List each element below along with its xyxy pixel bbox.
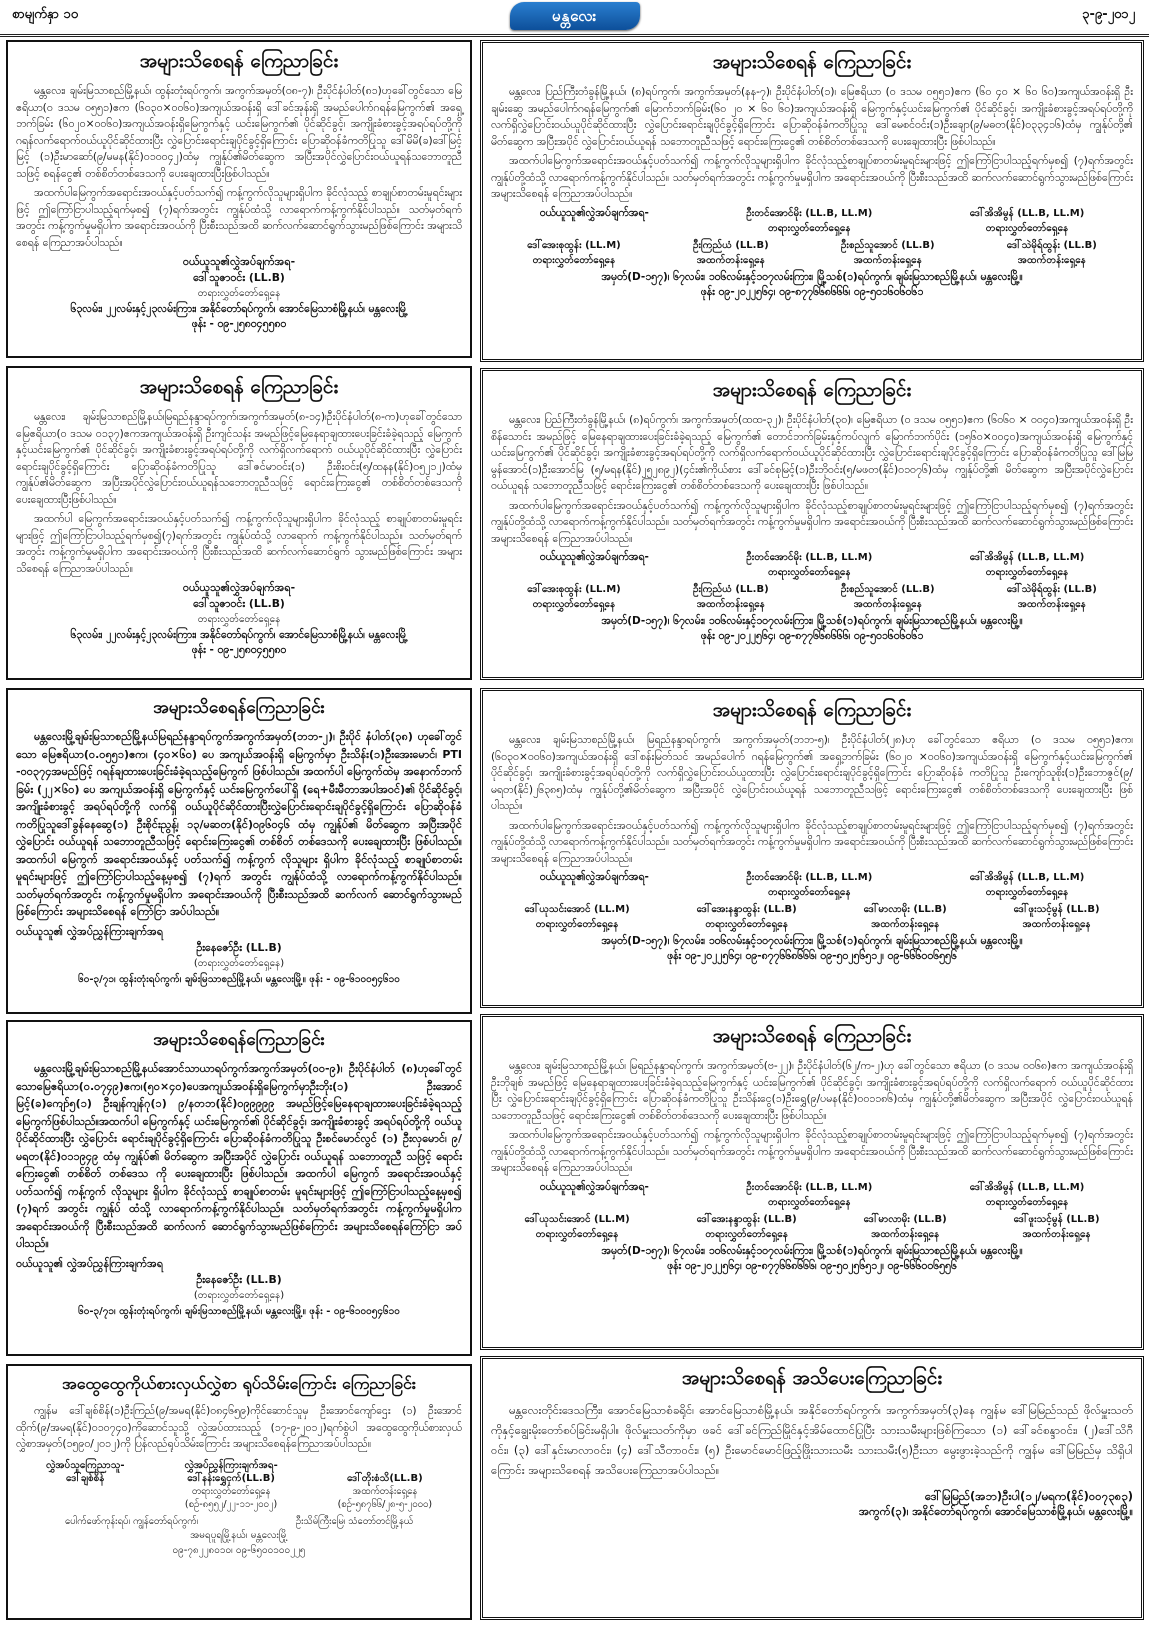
lawyer-name: ဒေါ်အေးနန္ဒာထွန်း (LL.B)	[696, 904, 797, 915]
lawyer-role: အထက်တန်းရှေ့နေ	[1017, 254, 1086, 266]
phone: ဖုန်း ၀၉-၂၀၂၂၅၆၄၊ ၀၉-၈၇၇၆၆၈၆၆၆၊ ၀၉-၅၀၂၅၆၅၁၂၊ ၀၉-၆၆၆၀၀၆၅၅၆	[667, 1259, 957, 1272]
notice-paragraph: မန္တလေးမြို့ချမ်းမြသာစည်မြို့နယ်အောင်သာယာရပ်ကွက်အကွက်အမှတ်(၀၀-၉)၊ ဦးပိုင်နံပါတ် (၈)ဟုခေါ်တွင်သောမြေဧရိယာ(၀.၀၇၄၉)ဧက၊(၅၀×၄၀)ပေအကျယ်အဝန်းရှိမြေကွက်မှာဦးဘိုး(၁) ဦးအောင်မြင့်(ခ)ကျော်၅(၁) ဦးချန်ကျန်ဂု(၁) ၉/နတဘ(နိုင်)၀၉၉၉၉၉ အမည်ဖြင့်မြေနေရာချထားပေးခြင်းခံခဲ့ရသည့်မြေကွက်ဖြစ်ပါသည်။အထက်ပါ မြေကွက်နှင့် ယင်းမြေကွက်၏ ပိုင်ဆိုင်ခွင့်၊ အကျိုးခံစားခွင့် အရပ်ရပ်တို့ကို ဝယ်ယူပိုင်ဆိုင်ထားပြီး လွှဲပြောင်း ရောင်းချပိုင်ခွင့်ရှိကြောင်း ပြောဆိုဝန်ခံကတိပြုသူ ဦးစင်မောင်လွင် (၁) ဦးလှမောင်၊ ၉/မရတ(နိုင်)၀၁၁၉၄၉ ထံမှ ကျွန်ုပ်၏ မိတ်ဆွေက အပြီးအပိုင် လွှဲပြောင်း ဝယ်ယူရန် သဘောတူညီ သဖြင့် ရောင်းကြေးငွေ၏ တစ်စိတ် တစ်ဒေသ ကို ပေးချေထားပြီး ဖြစ်ပါသည်။ အထက်ပါ မြေကွက် အရောင်းအဝယ်နှင့် ပတ်သက်၍ ကန့်ကွက် လိုသူများ ရှိပါက ခိုင်လုံသည့် စာချုပ်စာတမ်း မူရင်းများဖြင့် ဤကြော်ငြာပါသည့်နေ့မှစ၍ (၇)ရက် အတွင်း ကျွန်ုပ် ထံသို့ လာရောက်ကန့်ကွက်နိုင်ပါသည်။ သတ်မှတ်ရက်အတွင်း ကန့်ကွက်မှုမရှိပါက အရောင်းအဝယ်ကို ပြီးစီးသည်အထိ ဆက်လက် ဆောင်ရွက်သွားမည်ဖြစ်ကြောင်း အများသိစေရန်ကြော်ငြာ အပ်ပါသည်။	[16, 1062, 462, 1250]
signature-lead: ဝယ်ယူသူ၏လွှဲအပ်ချက်အရ-	[182, 581, 296, 594]
phone: ၀၉-၇၈၂၂၈၀၁၀၊ ၀၉-၆၅၀၀၁၀၀၂၂၅	[172, 1544, 306, 1556]
lawyer-role: တရားလွှတ်တော်ရှေ့နေ	[768, 1196, 851, 1208]
lawyer-role: အထက်တန်းရှေ့နေ	[871, 1228, 940, 1240]
registration-number: (စဉ်-၅၈၇၆၆/၂၈-၅-၂၀၀၀)	[337, 1498, 433, 1510]
page-header	[0, 0, 1149, 37]
signature-block	[16, 580, 462, 628]
lawyer-row	[491, 206, 1133, 236]
signature-lead: ဝယ်ယူသူ၏လွှဲအပ်ချက်အရ-	[539, 1180, 649, 1193]
lawyer-name: ဒေါ်သဲမိုရ်ထွန်း (LL.B)	[1006, 239, 1097, 251]
lawyer-row	[491, 1212, 1133, 1242]
lawyer-row	[491, 1180, 1133, 1210]
lawyer-role: တရားလွှတ်တော်ရှေ့နေ	[532, 599, 616, 610]
notice-paragraph: မန္တလေး၊ ချမ်းမြသာစည်မြို့နယ်၊ မြရည်နန္ဒာရပ်ကွက်၊ အကွက်အမှတ်(ဗ-၂၂)၊ ဦးပိုင်နံပါတ်(၆၂/က-၂)ဟု ခေါ်တွင်သော ဧရိယာ (၀ ဒသမ ၀၀၆၈)ဧက အကျယ်အဝန်းရှိ ဦးဘိုချစ် အမည်ဖြင့် မြေနေရာချထားပေးခြင်းခံခဲ့ရသည့်မြေကွက်နှင့် ယင်းမြေကွက်၏ ပိုင်ဆိုင်ခွင့်၊ အကျိုးခံစားခွင့်အရပ်ရပ်တို့ကို လက်ရှိလက်ရောက် ဝယ်ယူပိုင်ဆိုင်ထားပြီး လွှဲပြောင်းရောင်းချပိုင်ခွင့်ရှိကြောင်း ပြောဆိုဝန်ခံကတိပြုသူ ဦးသိန်းငွေ(၁)ဦးရွှေ(၉/ပမန(နိုင်)၀၀၁၁၈၆)ထံမှ ကျွန်ုပ်တို့၏မိတ်ဆွေက အပြီးအပိုင် လွှဲပြောင်းဝယ်ယူရန် သဘောတူညီသဖြင့် ရောင်းကြေးငွေ၏ တစ်စိတ်တစ်ဒေသကို ပေးချေထားပြီး ဖြစ်ပါသည်။	[491, 1060, 1133, 1122]
lawyer-name: ဒေါ်အေးစုထွန်း (LL.M)	[527, 239, 621, 251]
lawyer-name: ဒေါ်တိုးစံသိ(LL.B)	[347, 1472, 423, 1484]
lawyer-name: ဦးနေဇော်ဦး (LL.B)	[196, 1272, 282, 1286]
phone: ဖုန်း ၀၉-၂၀၂၂၅၆၄၊ ၀၉-၈၇၇၆၆၈၆၆၆၊ ၀၉-၅၀၂၅၆၅၁၂၊ ၀၉-၆၆၆၀၀၆၅၅၆	[667, 950, 957, 962]
address: ၆၃လမ်း၊ ၂၂လမ်းနှင့်၂၃လမ်းကြား၊ အနိုင်တော်ရပ်ကွက်၊ အောင်မြေသာစံမြို့နယ်၊ မန္တလေးမြို့	[70, 303, 408, 315]
lawyer-role: အထက်တန်းရှေ့နေ	[696, 599, 765, 610]
notice-left-4	[6, 1020, 472, 1356]
lawyer-role: တရားလွှတ်တော်ရှေ့နေ	[197, 288, 281, 299]
notice-left-5	[6, 1364, 472, 1620]
notice-paragraph: အထက်ပါမြေကွက်အရောင်းအဝယ်နှင့်ပတ်သက်၍ ကန့်ကွက်လိုသူများရှိပါက ခိုင်လုံသည့်စာချုပ်စာတမ်းမူရင်းများဖြင့် ဤကြော်ငြာပါသည့်ရက်မှစ၍ (၇)ရက်အတွင်း ကျွန်ုပ်တို့ထံသို့ လာရောက်ကန့်ကွက်နိုင်ပါသည်။ သတ်မှတ်ရက်အတွင်း ကန့်ကွက်မှုမရှိပါက အရောင်းအဝယ်ကို ပြီးစီးသည်အထိ ဆက်လက်ဆောင်ရွက်သွားမည်ဖြစ်ကြောင်း အများသိစေရန် ကြေညာအပ်ပါသည်။	[491, 155, 1133, 200]
signature-block	[16, 1256, 462, 1304]
phone: ဖုန်း - ၀၉-၂၅၈၀၄၅၅၈၀	[191, 644, 287, 656]
lawyer-role: တရားလွှတ်တော်ရှေ့နေ	[705, 919, 788, 930]
lawyer-name: ဦးကြည်ယံ (LL.B)	[692, 239, 769, 251]
lawyer-name: ဦးကြည်ယံ (LL.B)	[692, 584, 769, 595]
notice-title: အများသိစေရန် ကြေညာခြင်း	[712, 699, 912, 721]
phone: ဖုန်း ၀၉-၂၀၂၂၅၆၄၊ ၀၉-၈၇၇၆၆၈၆၆၆၊ ၀၉-၅၀၁၆၀၆၀၆၁	[700, 285, 924, 298]
lawyer-name: ဒေါ်အိအိမွန် (LL.B, LL.M)	[969, 872, 1085, 883]
address: အမှတ်(D-၁၅၇)၊ ၆၇လမ်း၊ ၁၀၆လမ်းနှင့်၁၀၇လမ်းကြား၊ မြို့သစ်(၁)ရပ်ကွက်၊ ချမ်းမြသာစည်မြို့နယ်၊ မန္တလေးမြို့။	[601, 935, 1023, 947]
notice-paragraph: အထက်ပါမြေကွက်အရောင်းအဝယ်နှင့်ပတ်သက်၍ ကန့်ကွက်လိုသူများရှိပါက ခိုင်လုံသည့် စာချုပ်စာတမ်းမူရင်းများဖြင့် ဤကြော်ငြာပါသည့်ရက်မှစ၍ (၇)ရက်အတွင်း ကျွန်ုပ်ထံသို့ လာရောက်ကန့်ကွက်နိုင်ပါသည်။ သတ်မှတ်ရက်အတွင်း ကန့်ကွက်မှုမရှိပါက အရောင်းအဝယ်ကို ပြီးစီးသည်အထိ ဆက်လက်ဆောင်ရွက်သွားမည်ဖြစ်ကြောင်း အများသိစေရန် ကြေညာအပ်ပါသည်။	[16, 187, 462, 249]
notice-paragraph: အထက်ပါမြေကွက်အရောင်းအဝယ်နှင့်ပတ်သက်၍ ကန့်ကွက်လိုသူများရှိပါက ခိုင်လုံသည့်စာချုပ်စာတမ်းမူရင်းများဖြင့် ဤကြော်ငြာပါသည့်ရက်မှစ၍ (၇)ရက်အတွင်း ကျွန်ုပ်တို့ထံသို့ လာရောက်ကန့်ကွက်နိုင်ပါသည်။ သတ်မှတ်ရက်အတွင်း ကန့်ကွက်မှုမရှိပါက အရောင်းအဝယ်ကို ပြီးစီးသည်အထိ ဆက်လက်ဆောင်ရွက်သွားမည်ဖြစ်ကြောင်း အများသိစေရန် ကြေညာအပ်ပါသည်။	[491, 499, 1133, 545]
signature-row	[16, 1459, 462, 1511]
address: ၆၀-၃/၇၁၊ ထွန်းတုံးရပ်ကွက်၊ ချမ်းမြသာစည်မြို့နယ်၊ မန္တလေးမြို့။ ဖုန်း - ၀၉-၆၁၀၀၅၄၆၁၀	[78, 1305, 400, 1317]
notice-title: အထွေထွေကိုယ်စားလှယ်လွှဲစာ ရုပ်သိမ်းကြောင်း ကြေညာခြင်း	[62, 1374, 416, 1393]
lawyer-name: ဦးတင်အောင်မိုး (LL.B, LL.M)	[746, 207, 873, 219]
signature-lead: ဝယ်ယူသူ၏လွှဲအပ်ချက်အရ-	[539, 206, 649, 219]
lawyer-row	[491, 550, 1133, 580]
notice-paragraph: အထက်ပါမြေကွက်အရောင်းအဝယ်နှင့်ပတ်သက်၍ ကန့်ကွက်လိုသူများရှိပါက ခိုင်လုံသည့်စာချုပ်စာတမ်းမူရင်းများဖြင့် ဤကြော်ငြာပါသည့်ရက်မှစ၍ (၇)ရက်အတွင်း ကျွန်ုပ်တို့ထံသို့ လာရောက်ကန့်ကွက်နိုင်ပါသည်။ သတ်မှတ်ရက်အတွင်း ကန့်ကွက်မှုမရှိပါက အရောင်းအဝယ်ကို ပြီးစီးသည်အထိ ဆက်လက်ဆောင်ရွက်သွားမည်ဖြစ်ကြောင်း အများသိစေရန် ကြေညာအပ်ပါသည်။	[491, 819, 1133, 865]
lawyer-role: အထက်တန်းရှေ့နေ	[352, 1485, 418, 1497]
lawyer-role: အထက်တန်းရှေ့နေ	[1022, 919, 1091, 930]
lawyer-role: (တရားလွှတ်တော်ရှေ့နေ)	[193, 1289, 285, 1301]
address: အမှတ်(D-၁၅၇)၊ ၆၇လမ်း၊ ၁၀၆လမ်းနှင့်၁၀၇လမ်းကြား၊ မြို့သစ်(၁)ရပ်ကွက်၊ ချမ်းမြသာစည်မြို့နယ်၊ မန္တလေးမြို့။	[601, 615, 1023, 627]
lawyer-name: ဦးတင်အောင်မိုး (LL.B, LL.M)	[746, 552, 873, 563]
lawyer-name: ဒေါ်ယုသင်းအောင် (LL.M)	[524, 904, 630, 915]
address: အမရပူရမြို့နယ်၊ မန္တလေးမြို့	[190, 1529, 288, 1541]
lawyer-row	[491, 582, 1133, 612]
lawyer-role: အထက်တန်းရှေ့နေ	[853, 599, 922, 610]
lawyer-name: ဒေါ်အေးနန္ဒာထွန်း (LL.B)	[696, 1213, 797, 1225]
lawyer-name: ဒေါ်အိအိမွန် (LL.B, LL.M)	[969, 207, 1085, 219]
lawyer-name: ဦးစည်သူအောင် (LL.B)	[840, 584, 935, 595]
phone: ဖုန်း - ၀၉-၂၅၈၀၄၅၅၈၀	[191, 318, 287, 330]
lawyer-name: ဦးစည်သူအောင် (LL.B)	[840, 239, 935, 251]
notice-right-2	[480, 368, 1144, 680]
lawyer-name: ဒေါ်မာလာမိုး (LL.B)	[863, 1213, 947, 1225]
notice-title: အများသိစေရန် ကြေညာခြင်း	[712, 379, 912, 401]
notice-paragraph: မန္တလေးတိုင်းဒေသကြီး၊ အောင်မြေသာစံခရိုင်၊ အောင်မြေသာစံမြို့နယ်၊ အနိုင်တော်ရပ်ကွက်၊ အကွက်အမှတ်(၃)နေ ကျွန်မ ဒေါ်မြမြည်သည် ဖိုလ်မှူးသတ်ကိုနှင့်ချွေးမိုးတော်စပ်ခြင်းမရှိပါ။ ဖိုလ်မှူးသတ်ကိုမှာ ဖခင် ဒေါ်ခင်ကြည်မြိုင်နှင့်အိမ်ထောင်ပြုပြီး သားသမီးများဖြစ်ကြသော (၁) ဒေါ်ခင်စန္ဒာဝင်း၊ (၂)ဒေါ်သိဂီဝင်း၊ (၃) ဒေါ်နှင်းမာလာဝင်း၊ (၄) ဒေါ်သီတာဝင်း၊ (၅) ဦးမောင်မောင်ဖြည့်ဖြိုးသားသမီး သားသမီး(၅)ဦးသာ မွေးဖွားခဲ့သည်ကို ကျွန်မ ဒေါ်မြမြည်မှ သိရှိပါကြောင်း အများသိစေရန် အသိပေးကြေညာအပ်ပါသည်။	[491, 1403, 1133, 1477]
lawyer-name: ဦးတင်အောင်မိုး (LL.B, LL.M)	[746, 872, 873, 883]
lawyer-role: အထက်တန်းရှေ့နေ	[871, 919, 940, 930]
signature-lead: ဝယ်ယူသူ၏လွှဲအပ်ချက်အရ-	[182, 255, 296, 268]
address: ၆၀-၃/၇၁၊ ထွန်းတုံးရပ်ကွက်၊ ချမ်းမြသာစည်မြို့နယ်၊ မန္တလေးမြို့။ ဖုန်း - ၀၉-၆၁၀၀၅၄၆၁၀	[78, 973, 400, 985]
notice-right-4	[480, 1014, 1144, 1350]
signature-block	[16, 924, 462, 972]
lawyer-name: ဒေါ်အိအိမွန် (LL.B, LL.M)	[969, 552, 1085, 563]
lawyer-name: ဒေါ်အိအိမွန် (LL.B, LL.M)	[969, 1181, 1085, 1193]
notice-paragraph: အထက်ပါ မြေကွက်အရောင်းအဝယ်နှင့်ပတ်သက်၍ ကန့်ကွက်လိုသူများရှိပါက ခိုင်လုံသည့် စာချုပ်စာတမ်းမူရင်းများဖြင့် ဤကြော်ငြာပါသည့်ရက်မှစ၍(၇)ရက်အတွင်း ကျွန်ုပ်ထံသို့ လာရောက် ကန့်ကွက်နိုင်ပါသည်။ သတ်မှတ်ရက်အတွင်း ကန့်ကွက်မှုမရှိပါက အရောင်းအဝယ်ကို ပြီးစီးသည်အထိ ဆက်လက်ဆောင်ရွက် သွားမည်ဖြစ်ကြောင်း အများသိစေရန် ကြေညာအပ်ပါသည်။	[16, 513, 462, 575]
lawyer-name: ဒေါ်ဖူးသင့်မွန် (LL.B)	[1013, 904, 1100, 915]
notice-title: အများသိစေရန် ကြေညာခြင်း	[139, 376, 339, 398]
notice-title: အများသိစေရန်ကြေညာခြင်း	[153, 698, 325, 718]
notice-paragraph: မန္တလေးမြို့ချမ်းမြသာစည်မြို့နယ်မြရည်နန္ဒာရပ်ကွက်အကွက်အမှတ်(ဘဘ-၂)၊ ဦးပိုင် နံပါတ်(၃၈) ဟုခေါ်တွင်သော မြေဧရိယာ(၀.၀၅၅၁)ဧက၊ (၄၀×၆၀) ပေ အကျယ်အဝန်းရှိ မြေကွက်မှာ ဦးသိန်း(၁)ဦးအေးမောင်၊ PTI -၀၀၃၇၄အမည်ဖြင့် ဂရန်ချထားပေးခြင်းခံခဲ့ရသည့်မြေကွက် ဖြစ်ပါသည်။ အထက်ပါ မြေကွက်ထဲမှ အနောက်ဘက်ခြမ်း (၂၂×၆၀) ပေ အကျယ်အဝန်းရှိ မြေကွက်နှင့် ယင်းမြေကွက်ပေါ်ရှိ (ရေ+မီးမီတာအပါအဝင်)၏ ပိုင်ဆိုင်ခွင့်၊ အကျိုးခံစားခွင့် အရပ်ရပ်တို့ကို လက်ရှိ ဝယ်ယူပိုင်ဆိုင်ထားပြီးလွှဲပြောင်းရောင်းချပိုင်ခွင့်ရှိကြောင်း ပြောဆိုဝန်ခံကတိပြုသူဒေါ်ခွန်နေဆွေ(၁) ဦးစိုင်းညွန့်၊ ၁၃/မဆတ(နိုင်)၀၉၆၀၄၆ ထံမှ ကျွန်ုပ်၏ မိတ်ဆွေက အပြီးအပိုင် လွှဲပြောင်း ဝယ်ယူရန် သဘောတူညီသဖြင့် ရောင်းကြေးငွေ၏ တစ်စိတ် တစ်ဒေသကို ပေးချေထားပြီး ဖြစ်ပါသည်။ အထက်ပါ မြေကွက် အရောင်းအဝယ်နှင့် ပတ်သက်၍ ကန့်ကွက် လိုသူများ ရှိပါက ခိုင်လုံသည့် စာချုပ်စာတမ်း မူရင်းများဖြင့် ဤကြော်ငြာပါသည့်နေ့မှစ၍ (၇)ရက် အတွင်း ကျွန်ုပ်ထံသို့ လာရောက်ကန့်ကွက်နိုင်ပါသည်။ သတ်မှတ်ရက်အတွင်း ကန့်ကွက်မှုမရှိပါက အရောင်းအဝယ်ကို ပြီးစီးသည်အထိ ဆက်လက် ဆောင်ရွက်သွားမည်ဖြစ်ကြောင်း အများသိစေရန် ကြော်ငြာ အပ်ပါသည်။	[16, 730, 462, 918]
notice-title: အများသိစေရန် ကြေညာခြင်း	[712, 1025, 912, 1047]
signature-lead: ဝယ်ယူသူ၏ လွှဲအပ်ညွှန်ကြားချက်အရ	[16, 924, 164, 938]
notice-paragraph: မန္တလေး၊ ပြည်ကြီးတံခွန်မြို့နယ်၊ (၈)ရပ်ကွက်၊ အကွက်အမှတ်(ထထ-၃၂)၊ ဦးပိုင်နံပါတ်(၃၀)၊ မြေဧရိယာ (၀ ဒသမ ၀၅၅၁)ဧက (၆၀၆၀ × ၀၀၄၀)အကျယ်အဝန်းရှိ ဦးစိန်သောင်း အမည်ဖြင့် မြေနေရာချထားပေးခြင်းခံခဲ့ရသည့် မြေကွက်၏ တောင်ဘက်ခြမ်းနှင့်ကပ်လျက် မြောက်ဘက်ပိုင်း (၁၅၆၀×၀၀၄၀)အကျယ်အဝန်းရှိ မြေကွက်နှင့်ယင်းမြေကွက်၏ ပိုင်ဆိုင်ခွင့်၊ အကျိုးခံစားခွင့်အရပ်ရပ်တို့ကို လက်ရှိလက်ရောက်ဝယ်ယူပိုင်ဆိုင်ထားပြီး လွှဲပြောင်းရောင်းချပိုင်ခွင့်ရှိကြောင်း ပြောဆိုဝန်ခံကတိပြုသူ ဒေါ်မြမြမွန်အောင်(၁)ဦးအောင်မြ (၅/မရန(နိုင်)၂၅၂၈၉၂)(၄င်း၏ကိုယ်စား ဒေါ်ခင်စုမြင့်(၁)ဦးဘိုဝင်း(၅/မဖတ(နိုင်)၀၁၀၇၆)ထံမှ ကျွန်ုပ်တို့၏ မိတ်ဆွေက အပြီးအပိုင်လွှဲပြောင်းဝယ်ယူရန် သဘောတူညီသဖြင့် ရောင်းကြေးငွေ၏ တစ်စိတ်တစ်ဒေသကို ပေးချေထားပြီး ဖြစ်ပါသည်။	[491, 414, 1133, 492]
lawyer-name: ဒေါ်သဲမိုရ်ထွန်း (LL.B)	[1006, 584, 1097, 595]
lawyer-role: အထက်တန်းရှေ့နေ	[1022, 1228, 1091, 1240]
notice-right-5	[480, 1356, 1144, 1620]
issue-date: ၃-၉-၂၀၁၂	[1082, 7, 1135, 22]
lawyer-name: ဒေါ်မာလာမိုး (LL.B)	[863, 904, 947, 915]
lawyer-role: တရားလွှတ်တော်ရှေ့နေ	[197, 614, 281, 625]
lawyer-role: တရားလွှတ်တော်ရှေ့နေ	[985, 887, 1069, 898]
lawyer-row	[491, 902, 1133, 932]
lawyer-role: တရားလွှတ်တော်ရှေ့နေ	[535, 919, 619, 930]
lawyer-name: ဒေါ်သူဇာဝင်း (LL.B)	[193, 597, 285, 610]
lawyer-role: တရားလွှတ်တော်ရှေ့နေ	[768, 567, 851, 578]
lawyer-role: တရားလွှတ်တော်ရှေ့နေ	[985, 222, 1069, 234]
signature-lead: လွှဲအပ်သူကြေညာသူ-	[45, 1459, 125, 1471]
address: အမှတ်(D-၁၅၇)၊ ၆၇လမ်း၊ ၁၀၆လမ်းနှင့်၁၀၇လမ်းကြား၊ မြို့သစ်(၁)ရပ်ကွက်၊ ချမ်းမြသာစည်မြို့နယ်၊ မန္တလေးမြို့။	[601, 270, 1023, 283]
notice-right-3	[480, 688, 1144, 1008]
lawyer-role: အထက်တန်းရှေ့နေ	[1017, 599, 1086, 610]
notice-title: အများသိစေရန်ကြေညာခြင်း	[153, 1030, 325, 1050]
notice-paragraph: အထက်ပါမြေကွက်အရောင်းအဝယ်နှင့်ပတ်သက်၍ ကန့်ကွက်လိုသူများရှိပါက ခိုင်လုံသည့်စာချုပ်စာတမ်းမူရင်းများဖြင့် ဤကြော်ငြာပါသည့်ရက်မှစ၍ (၇)ရက်အတွင်း ကျွန်ုပ်တို့ထံသို့ လာရောက်ကန့်ကွက်နိုင်ပါသည်။ သတ်မှတ်ရက်အတွင်း ကန့်ကွက်မှုမရှိပါက အရောင်းအဝယ်ကို ပြီးစီးသည်အထိ ဆက်လက်ဆောင်ရွက်သွားမည်ဖြစ်ကြောင်း အများသိစေရန် ကြေညာအပ်ပါသည်။	[491, 1129, 1133, 1174]
notice-title: အများသိစေရန် ကြေညာခြင်း	[139, 50, 339, 72]
page-number: စာမျက်နှာ ၁၀	[12, 7, 79, 22]
lawyer-role: (တရားလွှတ်တော်ရှေ့နေ)	[193, 957, 285, 969]
signature-lead: ဝယ်ယူသူ၏လွှဲအပ်ချက်အရ-	[539, 871, 649, 883]
notice-title: အများသိစေရန် အသိပေးကြေညာခြင်း	[681, 1367, 943, 1389]
notice-left-1	[6, 40, 472, 358]
lawyer-role: တရားလွှတ်တော်ရှေ့နေ	[985, 567, 1069, 578]
signer-name: ဒေါ်မြမြည်(အဘ)ဦးပါ(၁၂/မရက(နိုင်)၀၀၇၃၈၃)	[924, 1489, 1133, 1503]
notice-left-3	[6, 688, 472, 1014]
signer-name: ဒေါ်ချစ်စိန်	[66, 1472, 105, 1484]
registration-number: (စဉ်-၈၅၅၂/၂၂-၁၁-၂၀၀၂)	[184, 1498, 278, 1510]
notice-paragraph: မန္တလေး၊ ချမ်းမြသာစည်မြို့နယ်၊ ထွန်းတုံးရပ်ကွက်၊ အကွက်အမှတ်(၀၈-၇)၊ ဦးပိုင်နံပါတ်(၈၁)ဟုခေါ်တွင်သော မြေဧရိယာ(၀ ဒသမ ၀၅၅၁)ဧက (၆၀၃၀×၀၀၆၀)အကျယ်အဝန်းရှိ ဒေါ်ခင်အုန်းရှိ အမည်ပေါက်ဂရန်မြေကွက်၏ အရှေ့ဘက်ခြမ်း (၆၀၂၀×၀၀၆၀)အကျယ်အဝန်းရှိမြေကွက်နှင့် ယင်းမြေကွက်၏ ပိုင်ဆိုင်ခွင့်၊ အကျိုးခံစားခွင့်အရပ်ရပ်တို့ကို ဂရန်လက်ရောက်ဝယ်ယူပိုင်ဆိုင်ထားပြီး လွှဲပြောင်းရောင်းချပိုင်ခွင့်ရှိကြောင်း ပြောဆိုဝန်ခံကတိပြုသူ ဒေါ်မိမိ(ခ)ဒေါ်မြင့်မြင့် (၁)ဦးမာဆော်(၉/မမန(နိုင်)၀၁၀၀၄၂)ထံမှ ကျွန်ုပ်၏မိတ်ဆွေက အပြီးအပိုင်လွှဲပြောင်းဝယ်ယူရန်သဘောတူညီသဖြင့် စရန်ငွေ၏ တစ်စိတ်တစ်ဒေသကို ပေးချေထားပြီးဖြစ်ပါသည်။	[16, 85, 462, 180]
signature-lead: ဝယ်ယူသူ၏ လွှဲအပ်ညွှန်ကြားချက်အရ	[16, 1256, 164, 1270]
lawyer-role: တရားလွှတ်တော်ရှေ့နေ	[532, 254, 616, 266]
signature-lead: လွှဲအပ်ညွှန်ကြားချက်အရ-	[184, 1459, 278, 1471]
lawyer-name: ဒေါ်ယုသင်းအောင် (LL.M)	[524, 1213, 630, 1225]
notice-paragraph: ကျွန်မ ဒေါ်ချစ်စိန်(၁)ဦးကြည်(၉/အမရ(နိုင်)၀၈၄၆၅၉)ကိုင်ဆောင်သူမှ ဦးအောင်ကျော်ဌေး (၁) ဦးအောင်ထိုက်(၉/အမရ(နိုင်)၀၁၀၇၄၀)ကိုဆောင်သူသို့ လွှဲအပ်ထားသည့် (၁၇-၉-၂၀၁၂)ရက်စွဲပါ အထွေထွေကိုယ်စားလှယ်လွှဲစာအမှတ်(၁၅၉၀/၂၀၁၂)ကို ပြန်လည်ရုပ်သိမ်းကြောင်း အများသိစေရန်ကြေညာအပ်ပါသည်။	[16, 1405, 462, 1450]
lawyer-role: အထက်တန်းရှေ့နေ	[696, 254, 765, 266]
lawyer-role: တရားလွှတ်တော်ရှေ့နေ	[768, 887, 851, 898]
address: ပေါက်ဖော်ကုန်းရပ်၊ ကျွန်တော်ရပ်ကွက်၊	[64, 1515, 198, 1527]
address: အကွက်(၃)၊ အနိုင်တော်ရပ်ကွက်၊ အောင်မြေသာစံမြို့နယ်၊ မန္တလေးမြို့။	[858, 1505, 1133, 1518]
lawyer-name: ဒေါ်သူဇာဝင်း (LL.B)	[193, 271, 285, 284]
lawyer-name: ဦးနေဇော်ဦး (LL.B)	[196, 940, 282, 954]
lawyer-role: တရားလွှတ်တော်ရှေ့နေ	[535, 1228, 619, 1240]
address: ၆၃လမ်း၊ ၂၂လမ်းနှင့်၂၃လမ်းကြား၊ အနိုင်တော်ရပ်ကွက်၊ အောင်မြေသာစံမြို့နယ်၊ မန္တလေးမြို့	[70, 629, 408, 641]
notice-title: အများသိစေရန် ကြေညာခြင်း	[712, 51, 912, 73]
newspaper-logo: မန္တလေး	[510, 2, 640, 30]
lawyer-role: အထက်တန်းရှေ့နေ	[853, 254, 922, 266]
lawyer-row	[491, 870, 1133, 900]
lawyer-role: တရားလွှတ်တော်ရှေ့နေ	[705, 1228, 788, 1240]
notice-paragraph: မန္တလေး၊ ချမ်းမြသာစည်မြို့နယ်၊ မြရည်နန္ဒာရပ်ကွက်၊ အကွက်အမှတ်(ဘဘ-၅)၊ ဦးပိုင်နံပါတ်(၂၈)ဟု ခေါ်တွင်သော ဧရိယာ (၀ ဒသမ ၀၅၅၁)ဧက၊ (၆၀၃၀×၀၀၆၀)အကျယ်အဝန်းရှိ ဒေါ်စန်းမြတ်သင် အမည်ပေါက် ဂရန်မြေကွက်၏ အရှေ့ဘက်ခြမ်း (၆၀၂၀ ×၀၀၆၀)အကျယ်အဝန်းရှိ မြေကွက်နှင့်ယင်းမြေကွက်၏ ပိုင်ဆိုင်ခွင့်၊ အကျိုးခံစားခွင့်အရပ်ရပ်တို့ကို လက်ရှိလွှဲပြောင်းဝယ်ယူထားပြီး လွှဲပြောင်းရောင်းချပိုင်ခွင့်ရှိကြောင်း ပြောဆိုဝန်ခံ ကတိပြုသူ ဦးကျော်သူစိုး(၁)ဦးဘောဇွင်(၉/မရတ(နိုင်)၂၆၃၈၅)ထံမှ ကျွန်ုပ်တို့၏မိတ်ဆွေက အပြီးအပိုင် လွှဲပြောင်းဝယ်ယူရန် သဘောတူညီသဖြင့် ရောင်းကြေးငွေ၏ တစ်စိတ်တစ်ဒေသကို ပေးချေထားပြီး ဖြစ်ပါသည်။	[491, 734, 1133, 812]
lawyer-role: တရားလွှတ်တော်ရှေ့နေ	[768, 222, 851, 234]
lawyer-name: ဦးတင်အောင်မိုး (LL.B, LL.M)	[746, 1181, 873, 1193]
lawyer-name: ဒေါ်အေးစုထွန်း (LL.M)	[527, 584, 621, 595]
address-row	[16, 1515, 462, 1528]
address: ဦးသိမ်ကြီးမြေ၊ သံတော်တင်မြို့နယ်	[295, 1515, 414, 1527]
address: အမှတ်(D-၁၅၇)၊ ၆၇လမ်း၊ ၁၀၆လမ်းနှင့်၁၀၇လမ်းကြား၊ မြို့သစ်(၁)ရပ်ကွက်၊ ချမ်းမြသာစည်မြို့နယ်၊ မန္တလေးမြို့။	[601, 1244, 1023, 1257]
signature-lead: ဝယ်ယူသူ၏လွှဲအပ်ချက်အရ-	[539, 551, 649, 563]
lawyer-row	[491, 238, 1133, 268]
phone: ဖုန်း ၀၉-၂၀၂၂၅၆၄၊ ၀၉-၈၇၇၆၆၈၆၆၆၊ ၀၉-၅၀၁၆၀၆၀၆၁	[700, 630, 924, 642]
lawyer-name: ဒေါ်နန်းရွှေငှက်(LL.B)	[187, 1472, 275, 1484]
notice-left-2	[6, 366, 472, 680]
lawyer-role: တရားလွှတ်တော်ရှေ့နေ	[985, 1196, 1069, 1208]
notice-right-1	[480, 40, 1144, 362]
notice-paragraph: မန္တလေး၊ ချမ်းမြသာစည်မြို့နယ်၊မြရည်နန္ဒာရပ်ကွက်၊အကွက်အမှတ်(၈-၁၄)၊ဦးပိုင်နံပါတ်(၈-က)ဟုခေါ်တွင်သော မြေဧရိယာ(၀ ဒသမ ၀၁၃၇)ဧကအကျယ်အဝန်းရှိ ဦးကျင်သန်း အမည်ဖြင့်မြေနေရာချထားပေးခြင်းခံခဲ့ရသည့် မြေကွက်နှင့်ယင်းမြေကွက်၏ ပိုင်ဆိုင်ခွင့်၊ အကျိုးခံစားခွင့်အရပ်ရပ်တို့ကို လက်ရှိလက်ရောက် ဝယ်ယူပိုင်ဆိုင်ထားပြီး လွှဲပြောင်းရောင်းချပိုင်ခွင့်ရှိကြောင်း ပြောဆိုဝန်ခံကတိပြုသူ ဒေါ်ဇင်မာဝင်း(၁) ဦးစိုးဝင်း(၅/ထနန(နိုင်)၀၅၂၁၂)ထံမှ ကျွန်ုပ်၏မိတ်ဆွေက အပြီးအပိုင်လွှဲပြောင်းဝယ်ယူရန်သဘောတူညီသဖြင့် ရောင်းကြေးငွေ၏ တစ်စိတ်တစ်ဒေသကို ပေးချေထားပြီးဖြစ်ပါသည်။	[16, 411, 462, 506]
signature-block	[16, 254, 462, 302]
lawyer-name: ဒေါ်ဖူးသင့်မွန် (LL.B)	[1013, 1213, 1100, 1225]
notice-paragraph: မန္တလေး၊ ပြည်ကြီးတံခွန်မြို့နယ်၊ (၈)ရပ်ကွက်၊ အကွက်အမှတ်(နန-၇)၊ ဦးပိုင်နံပါတ်(၁)၊ မြေဧရိယာ (၀ ဒသမ ၀၅၅၁)ဧက (၆၀ ၄၀ × ၆၀ ၆၀)အကျယ်အဝန်းရှိ ဦးချမ်းဆွေ အမည်ပေါက်ဂရန်မြေကွက်၏ မြောက်ဘက်ခြမ်း(၆၀ ၂၀ × ၆၀ ၆၀)အကျယ်အဝန်းရှိ မြေကွက်နှင့်ယင်းမြေကွက်၏ ပိုင်ဆိုင်ခွင့်၊ အကျိုးခံစားခွင့်အရပ်ရပ်တို့ကို လက်ရှိလွှဲပြောင်းဝယ်ယူပိုင်ဆိုင်ထားပြီး လွှဲပြောင်းရောင်းချပိုင်ခွင့်ရှိကြောင်း ပြောဆိုဝန်ခံကတိပြုသူ ဒေါ်မေစင်ဝင်း(၁)ဦးချော(၉/မဓတ(နိုင်)၀၃၃၄၁၆)ထံမှ ကျွန်ုပ်တို့၏ မိတ်ဆွေက အပြီးအပိုင် လွှဲပြောင်းဝယ်ယူရန် သဘောတူညီသဖြင့် ရောင်းကြေးငွေ၏ တစ်စိတ်တစ်ဒေသကို ပေးချေထားပြီး ဖြစ်ပါသည်။	[491, 86, 1133, 148]
lawyer-role: တရားလွှတ်တော်ရှေ့နေ	[191, 1485, 271, 1497]
